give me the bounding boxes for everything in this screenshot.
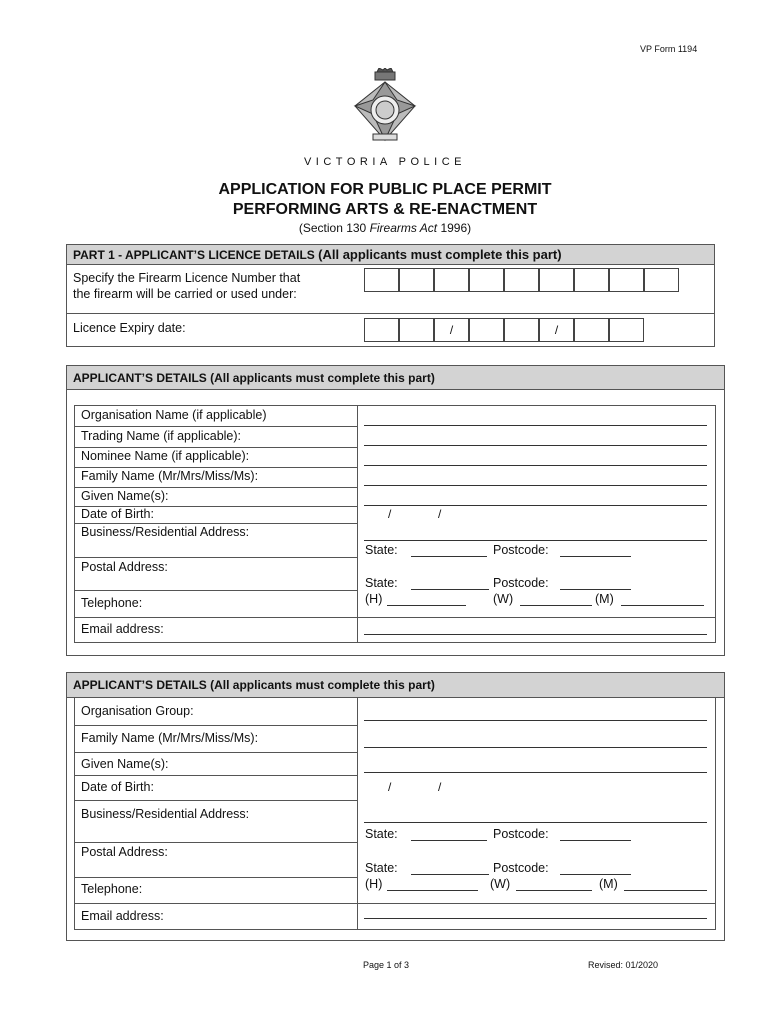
date-of-birth-label: Date of Birth: [81,507,154,521]
trading-name-field[interactable] [364,445,707,446]
licence-number-boxes[interactable] [364,268,679,292]
address-label: Business/Residential Address: [81,525,250,539]
postal-postcode-field[interactable] [560,874,631,875]
row-divider [74,775,357,776]
postal-state-field[interactable] [411,874,489,875]
expiry-digit-box[interactable] [504,318,539,342]
email-field[interactable] [364,918,707,919]
row-divider [74,426,357,427]
section2-column-divider [357,405,358,643]
address-label: Business/Residential Address: [81,807,250,821]
organisation-name-field[interactable] [364,425,707,426]
postcode-label: Postcode: [493,543,549,557]
family-name-field[interactable] [364,747,707,748]
postal-state-label: State: [365,576,398,590]
expiry-digit-box[interactable] [574,318,609,342]
part1-header [67,245,714,265]
postal-postcode-field[interactable] [560,589,631,590]
row-divider [74,523,357,524]
form-title-line-1: APPLICATION FOR PUBLIC PLACE PERMIT [218,181,552,198]
row-divider [74,467,357,468]
victoria-police-crest-logo [349,68,421,150]
licence-digit-box[interactable] [364,268,399,292]
page-number: Page 1 of 3 [363,960,410,970]
postal-address-label: Postal Address: [81,560,168,574]
email-label: Email address: [81,622,164,636]
row-divider [74,877,357,878]
organisation-group-field[interactable] [364,720,707,721]
row-divider [74,842,357,843]
date-of-birth-label: Date of Birth: [81,780,154,794]
organisation-name-label: Organisation Name (if applicable) [81,408,267,422]
organisation-group-label: Organisation Group: [81,704,194,718]
state-field[interactable] [411,556,487,557]
expiry-digit-box[interactable] [539,318,574,342]
row-divider [74,752,357,753]
expiry-digit-box[interactable] [469,318,504,342]
phone-work-label: (W) [493,592,514,606]
phone-home-label: (H) [365,592,383,606]
state-label: State: [365,543,398,557]
form-number: VP Form 1194 [640,44,698,54]
address-field[interactable] [364,540,707,541]
form-title-line-2: PERFORMING ARTS & RE-ENACTMENT [232,201,538,218]
licence-digit-box[interactable] [399,268,434,292]
postcode-field[interactable] [560,556,631,557]
family-name-label: Family Name (Mr/Mrs/Miss/Ms): [81,731,259,745]
date-separator: / [554,323,559,337]
licence-digit-box[interactable] [609,268,644,292]
nominee-name-field[interactable] [364,465,707,466]
telephone-label: Telephone: [81,596,143,610]
postal-postcode-label: Postcode: [493,576,549,590]
phone-home-label: (H) [365,877,383,891]
date-separator: / [449,323,454,337]
phone-home-field[interactable] [387,890,478,891]
telephone-label: Telephone: [81,882,143,896]
licence-digit-box[interactable] [539,268,574,292]
postal-state-field[interactable] [411,589,489,590]
row-divider [74,590,357,591]
form-subtitle [0,221,770,235]
row-divider [74,725,357,726]
licence-digit-box[interactable] [434,268,469,292]
phone-work-label: (W) [490,877,511,891]
nominee-name-label: Nominee Name (if applicable): [81,449,250,463]
subtitle-act: Firearms Act [369,221,438,235]
expiry-digit-box[interactable] [399,318,434,342]
state-label: State: [365,827,398,841]
licence-digit-box[interactable] [644,268,679,292]
row-divider [74,447,357,448]
state-field[interactable] [411,840,487,841]
phone-work-field[interactable] [516,890,592,891]
given-names-field[interactable] [364,505,707,506]
phone-home-field[interactable] [387,605,466,606]
row-divider [74,557,357,558]
part1-header-title: PART 1 - APPLICANT’S LICENCE DETAILS [73,248,315,262]
expiry-digit-box[interactable] [364,318,399,342]
row-divider [74,800,357,801]
licence-digit-box[interactable] [504,268,539,292]
phone-mobile-field[interactable] [621,605,704,606]
subtitle-prefix: (Section 130 [298,221,370,235]
postal-state-label: State: [365,861,398,875]
row-divider [74,903,716,904]
given-names-field[interactable] [364,772,707,773]
part1-header-note: (All applicants must complete this part) [318,247,562,262]
postcode-label: Postcode: [493,827,549,841]
dob-separator: / [438,507,442,521]
section3-column-divider [357,697,358,930]
subtitle-suffix: 1996) [437,221,472,235]
licence-digit-box[interactable] [469,268,504,292]
family-name-field[interactable] [364,485,707,486]
given-names-label: Given Name(s): [81,757,169,771]
licence-digit-box[interactable] [574,268,609,292]
trading-name-label: Trading Name (if applicable): [81,429,242,443]
phone-mobile-field[interactable] [624,890,707,891]
address-field[interactable] [364,822,707,823]
row-divider [74,617,716,618]
phone-work-field[interactable] [520,605,592,606]
dob-separator: / [388,780,392,794]
postal-postcode-label: Postcode: [493,861,549,875]
phone-mobile-label: (M) [599,877,618,891]
given-names-label: Given Name(s): [81,489,169,503]
phone-mobile-label: (M) [595,592,614,606]
email-label: Email address: [81,909,164,923]
expiry-digit-box[interactable] [434,318,469,342]
family-name-label: Family Name (Mr/Mrs/Miss/Ms): [81,469,259,483]
licence-expiry-boxes[interactable] [364,318,644,342]
revised-date: Revised: 01/2020 [588,960,659,970]
postal-address-label: Postal Address: [81,845,168,859]
section3-header: APPLICANT’S DETAILS (All applicants must complete this part) [67,673,724,698]
licence-number-label-2: the firearm will be carried or used under: [73,287,297,301]
expiry-digit-box[interactable] [609,318,644,342]
licence-expiry-label: Licence Expiry date: [73,321,186,335]
licence-number-label-1: Specify the Firearm Licence Number that [73,271,301,285]
dob-separator: / [438,780,442,794]
email-field[interactable] [364,634,707,635]
part1-divider [66,313,715,314]
dob-separator: / [388,507,392,521]
row-divider [74,487,357,488]
organisation-name: VICTORIA POLICE [303,156,467,168]
section2-header: APPLICANT’S DETAILS (All applicants must complete this part) [67,366,724,390]
postcode-field[interactable] [560,840,631,841]
